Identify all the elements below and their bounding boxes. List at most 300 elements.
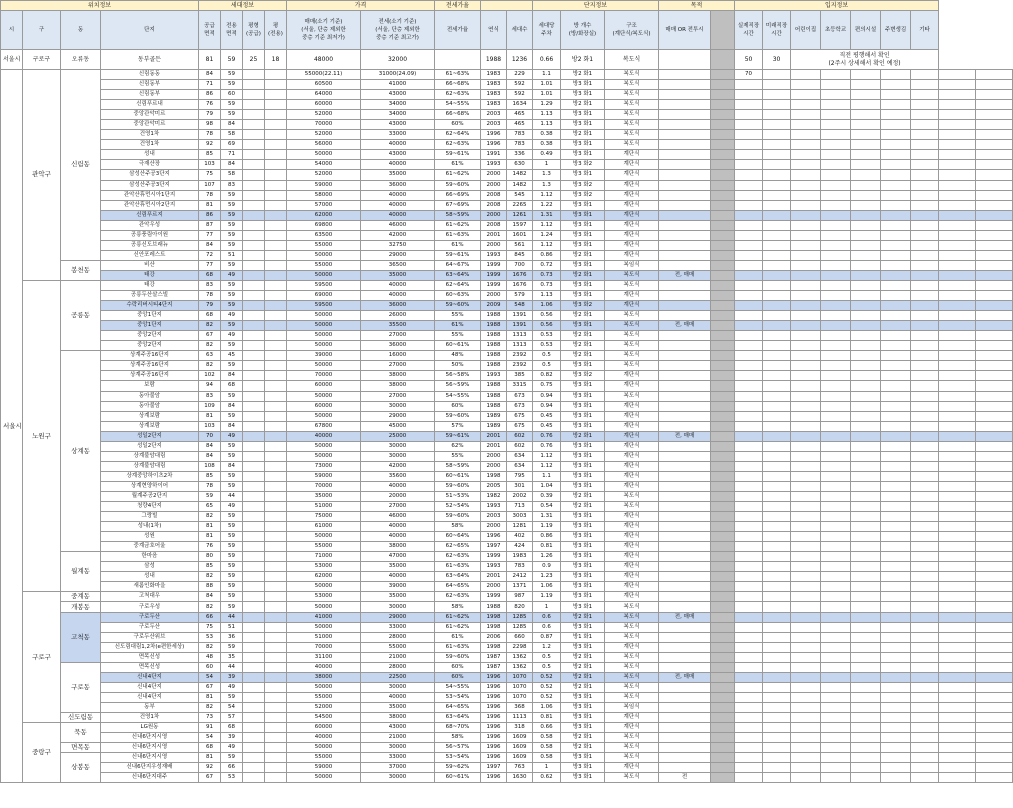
- data-cell[interactable]: [911, 280, 939, 290]
- data-cell[interactable]: 복도식: [605, 120, 659, 130]
- data-cell[interactable]: 복도식: [605, 502, 659, 512]
- data-cell[interactable]: [911, 210, 939, 220]
- data-cell[interactable]: 67: [199, 331, 221, 341]
- data-cell[interactable]: [711, 421, 735, 431]
- dong-cell[interactable]: 개봉동: [61, 602, 101, 612]
- data-cell[interactable]: 방3 화1: [561, 572, 605, 582]
- data-cell[interactable]: 84: [221, 401, 243, 411]
- data-cell[interactable]: 1988: [481, 50, 507, 70]
- data-cell[interactable]: 1: [533, 160, 561, 170]
- data-cell[interactable]: [851, 421, 881, 431]
- data-cell[interactable]: 태강: [101, 280, 199, 290]
- data-cell[interactable]: 465: [507, 110, 533, 120]
- data-cell[interactable]: 40000: [287, 733, 361, 743]
- data-cell[interactable]: [659, 642, 711, 652]
- data-cell[interactable]: 0.6: [533, 622, 561, 632]
- data-cell[interactable]: 청량4단지: [101, 502, 199, 512]
- data-cell[interactable]: [821, 220, 851, 230]
- data-cell[interactable]: [976, 512, 1013, 522]
- data-cell[interactable]: [265, 80, 287, 90]
- data-cell[interactable]: 성일2단지: [101, 441, 199, 451]
- data-cell[interactable]: 229: [507, 70, 533, 80]
- data-cell[interactable]: [911, 763, 939, 773]
- data-cell[interactable]: [821, 763, 851, 773]
- data-cell[interactable]: [763, 90, 791, 100]
- data-cell[interactable]: [881, 702, 911, 712]
- data-cell[interactable]: 3315: [507, 381, 533, 391]
- data-cell[interactable]: [791, 582, 821, 592]
- data-cell[interactable]: [711, 80, 735, 90]
- data-cell[interactable]: 0.86: [533, 250, 561, 260]
- data-cell[interactable]: [976, 220, 1013, 230]
- data-cell[interactable]: [881, 602, 911, 612]
- data-cell[interactable]: [763, 140, 791, 150]
- data-cell[interactable]: 59: [221, 582, 243, 592]
- data-cell[interactable]: [265, 471, 287, 481]
- data-cell[interactable]: [243, 662, 265, 672]
- data-cell[interactable]: 0.56: [533, 321, 561, 331]
- data-cell[interactable]: 81: [199, 692, 221, 702]
- data-cell[interactable]: [735, 763, 763, 773]
- data-cell[interactable]: 81: [199, 753, 221, 763]
- data-cell[interactable]: [851, 692, 881, 702]
- data-cell[interactable]: [659, 110, 711, 120]
- district-cell[interactable]: 구로구: [23, 50, 61, 70]
- data-cell[interactable]: 복도식: [605, 662, 659, 672]
- data-cell[interactable]: [265, 743, 287, 753]
- data-cell[interactable]: [735, 291, 763, 301]
- data-cell[interactable]: [911, 632, 939, 642]
- data-cell[interactable]: 27000: [361, 502, 435, 512]
- data-cell[interactable]: 방2 화1: [561, 270, 605, 280]
- data-cell[interactable]: [881, 130, 911, 140]
- data-cell[interactable]: [976, 672, 1013, 682]
- data-cell[interactable]: [265, 291, 287, 301]
- data-cell[interactable]: 66~68%: [435, 80, 481, 90]
- data-cell[interactable]: [791, 572, 821, 582]
- data-cell[interactable]: [976, 733, 1013, 743]
- data-cell[interactable]: [791, 140, 821, 150]
- data-cell[interactable]: [851, 733, 881, 743]
- data-cell[interactable]: [265, 431, 287, 441]
- data-cell[interactable]: [881, 512, 911, 522]
- data-cell[interactable]: [265, 502, 287, 512]
- data-cell[interactable]: 30000: [361, 401, 435, 411]
- data-cell[interactable]: 50000: [287, 622, 361, 632]
- data-cell[interactable]: 54~55%: [435, 682, 481, 692]
- column-header-cell[interactable]: 세대당 주차: [533, 11, 561, 50]
- data-cell[interactable]: [659, 311, 711, 321]
- data-cell[interactable]: [763, 260, 791, 270]
- data-cell[interactable]: [881, 723, 911, 733]
- data-cell[interactable]: [881, 280, 911, 290]
- data-cell[interactable]: [939, 321, 976, 331]
- data-cell[interactable]: [659, 250, 711, 260]
- data-cell[interactable]: 49: [221, 743, 243, 753]
- data-cell[interactable]: [735, 592, 763, 602]
- data-cell[interactable]: 방3 화1: [561, 592, 605, 602]
- data-cell[interactable]: 방3 화1: [561, 321, 605, 331]
- data-cell[interactable]: [735, 321, 763, 331]
- data-cell[interactable]: 43000: [361, 90, 435, 100]
- data-cell[interactable]: [939, 592, 976, 602]
- data-cell[interactable]: [763, 502, 791, 512]
- data-cell[interactable]: 62~63%: [435, 90, 481, 100]
- data-cell[interactable]: 52000: [287, 170, 361, 180]
- data-cell[interactable]: 78: [199, 291, 221, 301]
- data-cell[interactable]: [763, 562, 791, 572]
- data-cell[interactable]: 0.52: [533, 682, 561, 692]
- data-cell[interactable]: [763, 471, 791, 481]
- data-cell[interactable]: [976, 602, 1013, 612]
- data-cell[interactable]: 548: [507, 301, 533, 311]
- data-cell[interactable]: [659, 471, 711, 481]
- data-cell[interactable]: [243, 421, 265, 431]
- data-cell[interactable]: [659, 220, 711, 230]
- data-cell[interactable]: [763, 481, 791, 491]
- data-cell[interactable]: 59: [221, 110, 243, 120]
- data-cell[interactable]: 건영1차: [101, 713, 199, 723]
- data-cell[interactable]: 55000: [287, 692, 361, 702]
- group-header-cell[interactable]: 가격: [287, 1, 435, 11]
- data-cell[interactable]: 81: [199, 411, 221, 421]
- data-cell[interactable]: 86: [199, 90, 221, 100]
- data-cell[interactable]: 1983: [481, 70, 507, 80]
- data-cell[interactable]: [435, 50, 481, 70]
- data-cell[interactable]: 1983: [481, 90, 507, 100]
- data-cell[interactable]: 301: [507, 481, 533, 491]
- data-cell[interactable]: 방3 화1: [561, 441, 605, 451]
- data-cell[interactable]: 방2 화1: [561, 331, 605, 341]
- data-cell[interactable]: [659, 401, 711, 411]
- data-cell[interactable]: [911, 672, 939, 682]
- data-cell[interactable]: [243, 733, 265, 743]
- data-cell[interactable]: [939, 170, 976, 180]
- data-cell[interactable]: [265, 321, 287, 331]
- data-cell[interactable]: [881, 502, 911, 512]
- data-cell[interactable]: [735, 743, 763, 753]
- data-cell[interactable]: [265, 110, 287, 120]
- data-cell[interactable]: [939, 522, 976, 532]
- data-cell[interactable]: [659, 512, 711, 522]
- data-cell[interactable]: 50000: [287, 321, 361, 331]
- data-cell[interactable]: 30000: [361, 441, 435, 451]
- data-cell[interactable]: 면목신성: [101, 652, 199, 662]
- data-cell[interactable]: 1.31: [533, 210, 561, 220]
- data-cell[interactable]: [791, 753, 821, 763]
- data-cell[interactable]: [243, 150, 265, 160]
- data-cell[interactable]: 51000: [287, 502, 361, 512]
- data-cell[interactable]: 84: [199, 70, 221, 80]
- data-cell[interactable]: 1313: [507, 341, 533, 351]
- data-cell[interactable]: [976, 532, 1013, 542]
- data-cell[interactable]: [881, 461, 911, 471]
- data-cell[interactable]: 2265: [507, 200, 533, 210]
- data-cell[interactable]: [763, 80, 791, 90]
- data-cell[interactable]: [735, 773, 763, 783]
- data-cell[interactable]: [821, 702, 851, 712]
- data-cell[interactable]: 49: [221, 311, 243, 321]
- data-cell[interactable]: [851, 110, 881, 120]
- data-cell[interactable]: [821, 532, 851, 542]
- data-cell[interactable]: [791, 662, 821, 672]
- data-cell[interactable]: [976, 321, 1013, 331]
- data-cell[interactable]: 1.13: [533, 120, 561, 130]
- data-cell[interactable]: [711, 642, 735, 652]
- data-cell[interactable]: [881, 763, 911, 773]
- data-cell[interactable]: [911, 682, 939, 692]
- data-cell[interactable]: 763: [507, 763, 533, 773]
- data-cell[interactable]: 385: [507, 371, 533, 381]
- data-cell[interactable]: [976, 70, 1013, 80]
- data-cell[interactable]: [763, 341, 791, 351]
- data-cell[interactable]: 81: [199, 200, 221, 210]
- data-cell[interactable]: [791, 190, 821, 200]
- data-cell[interactable]: 방2 화1: [561, 70, 605, 80]
- data-cell[interactable]: 55000: [287, 260, 361, 270]
- data-cell[interactable]: [659, 713, 711, 723]
- data-cell[interactable]: [851, 743, 881, 753]
- data-cell[interactable]: 0.66: [533, 50, 561, 70]
- data-cell[interactable]: [735, 652, 763, 662]
- data-cell[interactable]: [265, 622, 287, 632]
- data-cell[interactable]: 1.01: [533, 90, 561, 100]
- data-cell[interactable]: [791, 632, 821, 642]
- data-cell[interactable]: [821, 471, 851, 481]
- data-cell[interactable]: [881, 562, 911, 572]
- data-cell[interactable]: [711, 381, 735, 391]
- data-cell[interactable]: [659, 572, 711, 582]
- data-cell[interactable]: 75000: [287, 512, 361, 522]
- data-cell[interactable]: 1630: [507, 773, 533, 783]
- data-cell[interactable]: 50000: [287, 361, 361, 371]
- data-cell[interactable]: [881, 250, 911, 260]
- data-cell[interactable]: 복도식: [605, 692, 659, 702]
- data-cell[interactable]: 59: [221, 80, 243, 90]
- data-cell[interactable]: 1991: [481, 150, 507, 160]
- data-cell[interactable]: 73000: [287, 461, 361, 471]
- data-cell[interactable]: [265, 331, 287, 341]
- district-cell[interactable]: 노원구: [23, 280, 61, 591]
- data-cell[interactable]: 56~58%: [435, 371, 481, 381]
- data-cell[interactable]: [791, 451, 821, 461]
- data-cell[interactable]: [243, 491, 265, 501]
- data-cell[interactable]: 61~63%: [435, 230, 481, 240]
- data-cell[interactable]: 1070: [507, 692, 533, 702]
- data-cell[interactable]: [265, 773, 287, 783]
- data-cell[interactable]: 1998: [481, 642, 507, 652]
- data-cell[interactable]: [243, 110, 265, 120]
- data-cell[interactable]: 54500: [287, 713, 361, 723]
- data-cell[interactable]: [821, 672, 851, 682]
- data-cell[interactable]: [243, 311, 265, 321]
- data-cell[interactable]: [243, 230, 265, 240]
- data-cell[interactable]: [763, 150, 791, 160]
- data-cell[interactable]: [791, 743, 821, 753]
- data-cell[interactable]: [735, 612, 763, 622]
- data-cell[interactable]: 계단식: [605, 291, 659, 301]
- data-cell[interactable]: [911, 773, 939, 783]
- data-cell[interactable]: 상계불암대림: [101, 451, 199, 461]
- data-cell[interactable]: [711, 733, 735, 743]
- data-cell[interactable]: 79: [199, 301, 221, 311]
- data-cell[interactable]: 방3 화1: [561, 230, 605, 240]
- data-cell[interactable]: [735, 552, 763, 562]
- data-cell[interactable]: 1.1: [533, 471, 561, 481]
- data-cell[interactable]: [735, 90, 763, 100]
- data-cell[interactable]: [821, 642, 851, 652]
- column-header-cell[interactable]: 시: [1, 11, 23, 50]
- data-cell[interactable]: [711, 773, 735, 783]
- data-cell[interactable]: 복도식: [605, 80, 659, 90]
- data-cell[interactable]: [763, 622, 791, 632]
- data-cell[interactable]: 59: [221, 481, 243, 491]
- data-cell[interactable]: 계단식: [605, 542, 659, 552]
- data-cell[interactable]: [821, 713, 851, 723]
- data-cell[interactable]: 39: [221, 672, 243, 682]
- data-cell[interactable]: 84: [221, 160, 243, 170]
- data-cell[interactable]: 1070: [507, 672, 533, 682]
- data-cell[interactable]: 60~61%: [435, 471, 481, 481]
- data-cell[interactable]: [851, 441, 881, 451]
- data-cell[interactable]: [821, 652, 851, 662]
- data-cell[interactable]: 1993: [481, 562, 507, 572]
- data-cell[interactable]: [821, 250, 851, 260]
- data-cell[interactable]: [243, 260, 265, 270]
- data-cell[interactable]: [791, 652, 821, 662]
- data-cell[interactable]: [265, 763, 287, 773]
- data-cell[interactable]: 방3 화1: [561, 240, 605, 250]
- data-cell[interactable]: [881, 682, 911, 692]
- data-cell[interactable]: [265, 723, 287, 733]
- data-cell[interactable]: [711, 50, 735, 70]
- data-cell[interactable]: 59: [221, 230, 243, 240]
- district-cell[interactable]: 관악구: [23, 70, 61, 281]
- data-cell[interactable]: 51000: [287, 632, 361, 642]
- data-cell[interactable]: [881, 371, 911, 381]
- data-cell[interactable]: 53~54%: [435, 753, 481, 763]
- data-cell[interactable]: [976, 100, 1013, 110]
- data-cell[interactable]: 634: [507, 461, 533, 471]
- data-cell[interactable]: [243, 672, 265, 682]
- data-cell[interactable]: 50000: [287, 391, 361, 401]
- data-cell[interactable]: 58: [221, 130, 243, 140]
- data-cell[interactable]: [791, 80, 821, 90]
- data-cell[interactable]: [851, 321, 881, 331]
- data-cell[interactable]: [763, 682, 791, 692]
- data-cell[interactable]: 53000: [287, 592, 361, 602]
- data-cell[interactable]: [791, 733, 821, 743]
- data-cell[interactable]: [735, 240, 763, 250]
- data-cell[interactable]: 계단식: [605, 421, 659, 431]
- data-cell[interactable]: 84: [221, 371, 243, 381]
- data-cell[interactable]: [939, 381, 976, 391]
- data-cell[interactable]: 62000: [287, 572, 361, 582]
- data-cell[interactable]: 63~64%: [435, 713, 481, 723]
- data-cell[interactable]: 방3 화1: [561, 512, 605, 522]
- data-cell[interactable]: [735, 441, 763, 451]
- data-cell[interactable]: [711, 723, 735, 733]
- data-cell[interactable]: [939, 672, 976, 682]
- data-cell[interactable]: 35000: [361, 702, 435, 712]
- data-cell[interactable]: 1988: [481, 361, 507, 371]
- data-cell[interactable]: [881, 652, 911, 662]
- data-cell[interactable]: 복도식: [605, 491, 659, 501]
- data-cell[interactable]: [243, 502, 265, 512]
- data-cell[interactable]: 60000: [287, 723, 361, 733]
- data-cell[interactable]: 계단식: [605, 451, 659, 461]
- data-cell[interactable]: 복도식: [605, 391, 659, 401]
- data-cell[interactable]: [976, 421, 1013, 431]
- data-cell[interactable]: 계단식: [605, 150, 659, 160]
- data-cell[interactable]: 59~61%: [435, 431, 481, 441]
- data-cell[interactable]: [976, 713, 1013, 723]
- data-cell[interactable]: 50000: [287, 682, 361, 692]
- data-cell[interactable]: [976, 401, 1013, 411]
- data-cell[interactable]: 0.56: [533, 311, 561, 321]
- data-cell[interactable]: [791, 532, 821, 542]
- data-cell[interactable]: 계단식: [605, 160, 659, 170]
- data-cell[interactable]: [939, 401, 976, 411]
- data-cell[interactable]: [763, 180, 791, 190]
- data-cell[interactable]: 55000: [361, 642, 435, 652]
- data-cell[interactable]: [881, 361, 911, 371]
- data-cell[interactable]: 1988: [481, 341, 507, 351]
- data-cell[interactable]: 신안포레스트: [101, 250, 199, 260]
- data-cell[interactable]: [243, 210, 265, 220]
- data-cell[interactable]: 계단식: [605, 240, 659, 250]
- data-cell[interactable]: 성내: [101, 150, 199, 160]
- data-cell[interactable]: [911, 391, 939, 401]
- column-header-cell[interactable]: 전세가율: [435, 11, 481, 50]
- data-cell[interactable]: 1999: [481, 552, 507, 562]
- data-cell[interactable]: 1988: [481, 331, 507, 341]
- data-cell[interactable]: [763, 662, 791, 672]
- data-cell[interactable]: [763, 331, 791, 341]
- data-cell[interactable]: 0.39: [533, 491, 561, 501]
- data-cell[interactable]: [911, 542, 939, 552]
- data-cell[interactable]: [976, 743, 1013, 753]
- data-cell[interactable]: [265, 371, 287, 381]
- data-cell[interactable]: [851, 361, 881, 371]
- data-cell[interactable]: 1.13: [533, 291, 561, 301]
- column-header-cell[interactable]: 전세(소기 기준) (서울, 단층 제외한 중층 기준 최고가): [361, 11, 435, 50]
- data-cell[interactable]: 1996: [481, 532, 507, 542]
- data-cell[interactable]: [735, 562, 763, 572]
- data-cell[interactable]: 29000: [361, 612, 435, 622]
- data-cell[interactable]: 보람: [101, 381, 199, 391]
- data-cell[interactable]: 58%: [435, 602, 481, 612]
- data-cell[interactable]: [763, 230, 791, 240]
- data-cell[interactable]: [243, 250, 265, 260]
- data-cell[interactable]: 69000: [287, 291, 361, 301]
- data-cell[interactable]: 59~60%: [435, 481, 481, 491]
- data-cell[interactable]: [735, 491, 763, 501]
- data-cell[interactable]: [243, 220, 265, 230]
- data-cell[interactable]: [265, 632, 287, 642]
- data-cell[interactable]: 55000(22.11): [287, 70, 361, 80]
- data-cell[interactable]: 660: [507, 632, 533, 642]
- data-cell[interactable]: [911, 381, 939, 391]
- data-cell[interactable]: [265, 662, 287, 672]
- data-cell[interactable]: [243, 532, 265, 542]
- data-cell[interactable]: 68~70%: [435, 723, 481, 733]
- data-cell[interactable]: 55%: [435, 451, 481, 461]
- data-cell[interactable]: 0.52: [533, 672, 561, 682]
- data-cell[interactable]: [659, 391, 711, 401]
- data-cell[interactable]: 1.12: [533, 461, 561, 471]
- data-cell[interactable]: 면목신성: [101, 662, 199, 672]
